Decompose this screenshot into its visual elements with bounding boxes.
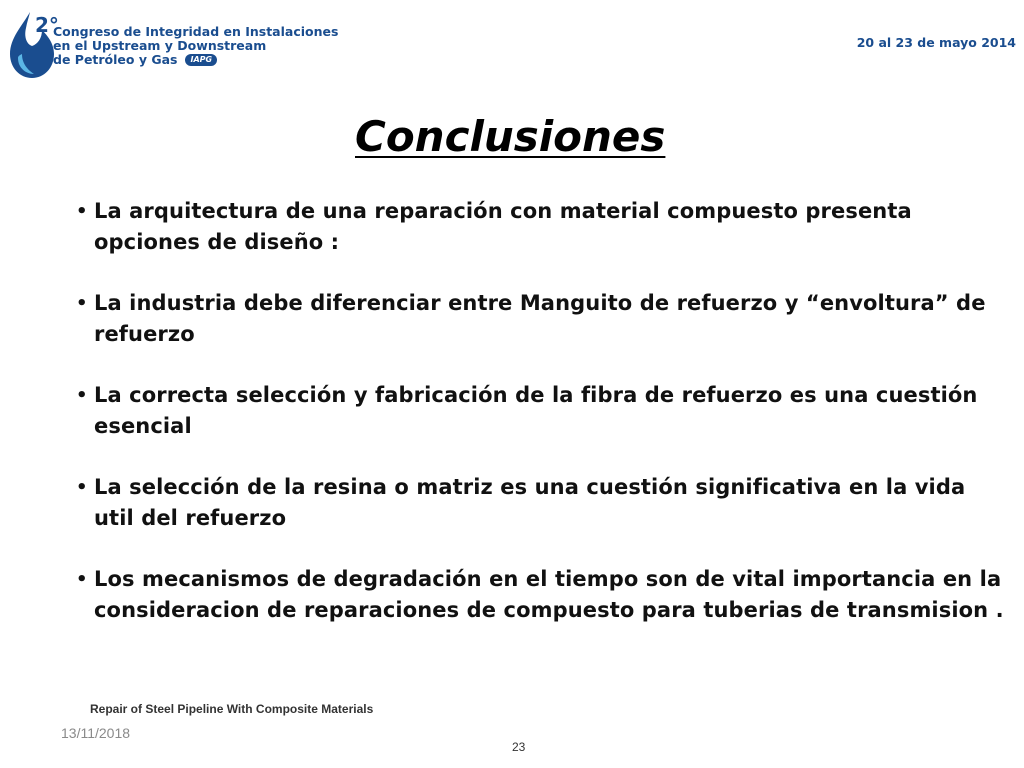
bullet-item: • La industria debe diferenciar entre Manguito de refuerzo y “envoltura” de refuerzo (74, 288, 1004, 350)
congress-title (53, 25, 338, 67)
congress-line-2: en el Upstream y Downstream (53, 38, 267, 53)
event-dates: 20 al 23 de mayo 2014 (856, 35, 1016, 50)
footer-text: Repair of Steel Pipeline With Composite Materials (90, 702, 374, 716)
iapg-badge: IAPG (185, 54, 217, 66)
bullet-item: • La arquitectura de una reparación con material compuesto presenta opciones de diseño : (74, 196, 1004, 258)
congress-line-3: de Petróleo y Gas (53, 52, 178, 67)
congress-line-3-row (53, 53, 338, 67)
bullet-item: • La selección de la resina o matriz es una cuestión significativa en la vida util del refuerzo (74, 472, 1004, 534)
bullet-item: • Los mecanismos de degradación en el tiempo son de vital importancia en la consideracion de reparaciones de compuesto para tuberias de transmision . (74, 564, 1004, 626)
congress-line-1: Congreso de Integridad en Instalaciones (53, 24, 339, 39)
slide-title: Conclusiones (355, 112, 666, 161)
bullet-item: • La correcta selección y fabricación de la fibra de refuerzo es una cuestión esencial (74, 380, 1004, 442)
congress-logo-icon (8, 8, 59, 80)
footer-date: 13/11/2018 (61, 725, 131, 741)
logo-number: 2° (35, 13, 59, 37)
page-number: 23 (512, 740, 526, 754)
bullet-list (74, 196, 1004, 656)
